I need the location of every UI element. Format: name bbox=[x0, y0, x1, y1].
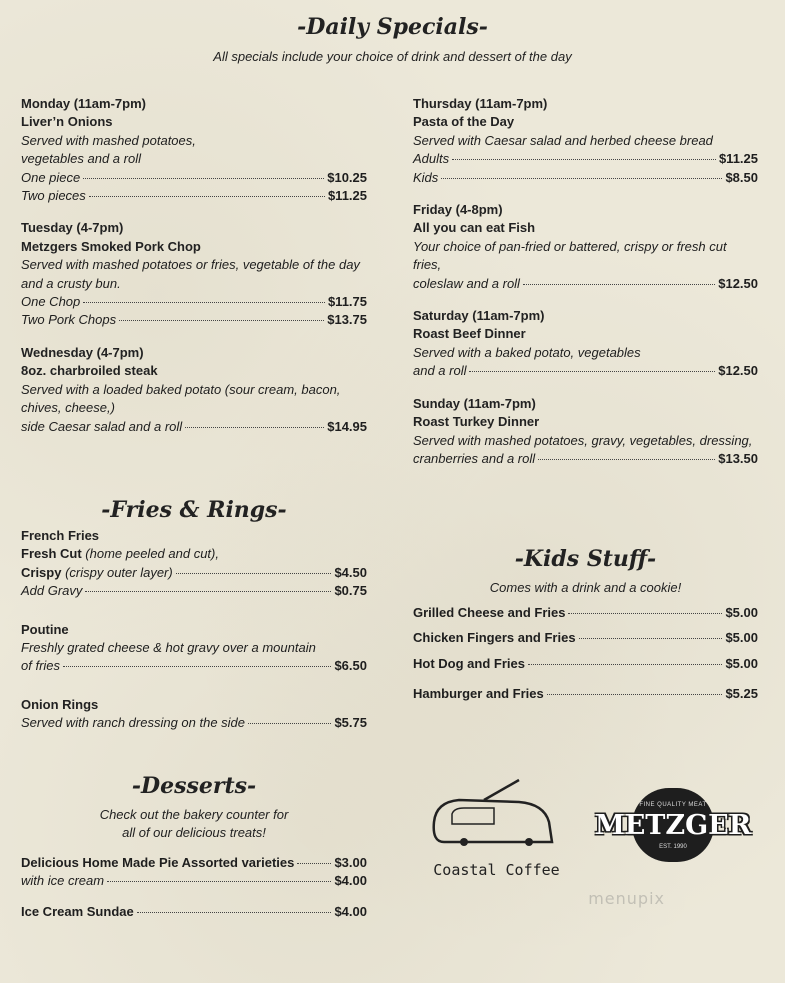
leader-dots bbox=[83, 178, 324, 179]
price-row bbox=[21, 418, 367, 436]
item-label bbox=[21, 564, 173, 582]
item-price: $11.25 bbox=[718, 151, 758, 167]
leader-dots bbox=[248, 723, 331, 724]
price-row bbox=[21, 714, 367, 732]
price-row bbox=[21, 169, 367, 187]
sunday-special bbox=[413, 395, 758, 469]
item-label: Ice Cream Sundae bbox=[21, 903, 134, 919]
coastal-coffee-text: Coastal Coffee bbox=[433, 861, 560, 879]
item-label: Chicken Fingers and Fries bbox=[413, 630, 576, 646]
leader-dots bbox=[528, 664, 723, 665]
saturday-day: Saturday (11am-7pm) bbox=[413, 308, 545, 324]
french-fries bbox=[21, 527, 367, 601]
coastal-coffee-logo bbox=[424, 772, 569, 877]
monday-day: Monday (11am-7pm) bbox=[21, 96, 146, 111]
kids-stuff-title: -Kids Stuff- bbox=[514, 546, 657, 572]
item-label: Hot Dog and Fries bbox=[413, 655, 525, 671]
price-row bbox=[413, 629, 758, 647]
leader-dots bbox=[185, 427, 324, 428]
leader-dots bbox=[469, 371, 715, 372]
item-label: with ice cream bbox=[21, 873, 105, 889]
item-price: $6.50 bbox=[334, 658, 367, 674]
fresh-cut-note: (home peeled and cut), bbox=[81, 546, 219, 562]
item-price: $11.25 bbox=[327, 188, 367, 204]
kids-stuff-subtitle: Comes with a drink and a cookie! bbox=[489, 580, 682, 595]
metzger-top-text: FINE QUALITY MEAT bbox=[639, 802, 707, 808]
item-label: One Chop bbox=[21, 294, 81, 310]
price-row bbox=[413, 150, 758, 168]
item-price: $11.75 bbox=[327, 294, 367, 310]
price-row bbox=[413, 604, 758, 622]
kids-column bbox=[413, 604, 758, 711]
sunday-desc: Served with mashed potatoes, gravy, vegetables, dressing, bbox=[413, 432, 753, 448]
item-price: $5.00 bbox=[725, 605, 758, 620]
metzger-est-text: EST. 1990 bbox=[659, 844, 687, 850]
item-label: and a roll bbox=[413, 363, 467, 379]
item-price: $13.50 bbox=[718, 450, 758, 466]
item-label: Adults bbox=[413, 151, 450, 167]
item-label: Two Pork Chops bbox=[21, 312, 117, 328]
item-label: Served with ranch dressing on the side bbox=[21, 715, 246, 731]
daily-specials-title: -Daily Specials- bbox=[297, 14, 488, 40]
item-price: $5.25 bbox=[725, 686, 758, 702]
item-label: Two pieces bbox=[21, 188, 86, 204]
leader-dots bbox=[297, 863, 331, 864]
sunday-name: Roast Turkey Dinner bbox=[413, 414, 540, 430]
fresh-cut-line bbox=[21, 545, 367, 563]
leader-dots bbox=[523, 284, 715, 285]
leader-dots bbox=[538, 459, 715, 460]
thursday-special bbox=[413, 95, 758, 187]
monday-desc: Served with mashed potatoes, bbox=[21, 132, 196, 148]
desserts-subtitle-1: Check out the bakery counter for bbox=[99, 807, 289, 822]
price-row bbox=[413, 655, 758, 673]
leader-dots bbox=[89, 196, 325, 197]
desserts-subtitle-2: all of our delicious treats! bbox=[122, 825, 266, 840]
sunday-day: Sunday (11am-7pm) bbox=[413, 395, 536, 411]
item-price: $4.00 bbox=[334, 903, 367, 919]
tuesday-day: Tuesday (4-7pm) bbox=[21, 220, 124, 236]
item-price: $4.00 bbox=[334, 873, 367, 889]
thursday-name: Pasta of the Day bbox=[413, 114, 515, 130]
item-price: $12.50 bbox=[718, 275, 758, 291]
leader-dots bbox=[176, 573, 332, 574]
leader-dots bbox=[568, 613, 722, 614]
item-price: $0.75 bbox=[334, 583, 367, 599]
item-price: $12.50 bbox=[718, 363, 758, 379]
item-price: $8.50 bbox=[725, 169, 758, 185]
friday-desc: Your choice of pan-fried or battered, crispy or fresh cut fries, bbox=[413, 238, 727, 273]
tuesday-special bbox=[21, 219, 367, 329]
item-label: Grilled Cheese and Fries bbox=[413, 605, 566, 620]
item-price: $3.00 bbox=[334, 855, 367, 870]
saturday-desc: Served with a baked potato, vegetables bbox=[413, 344, 641, 360]
wednesday-desc-2: chives, cheese,) bbox=[21, 400, 115, 416]
metzger-logo bbox=[594, 788, 752, 866]
item-label: of fries bbox=[21, 658, 61, 674]
leader-dots bbox=[119, 320, 324, 321]
item-label: Add Gravy bbox=[21, 583, 83, 599]
friday-day: Friday (4-8pm) bbox=[413, 202, 503, 218]
item-label: Hamburger and Fries bbox=[413, 686, 544, 702]
fresh-cut-label: Fresh Cut bbox=[21, 546, 82, 562]
friday-name: All you can eat Fish bbox=[413, 220, 536, 236]
price-row bbox=[21, 872, 367, 890]
price-row bbox=[21, 582, 367, 600]
leader-dots bbox=[441, 178, 722, 179]
leader-dots bbox=[547, 694, 723, 695]
item-price: $4.50 bbox=[334, 564, 367, 580]
item-label: cranberries and a roll bbox=[413, 450, 536, 466]
onion-rings-name: Onion Rings bbox=[21, 696, 99, 712]
price-row bbox=[21, 903, 367, 921]
onion-rings bbox=[21, 696, 367, 733]
daily-left-column bbox=[21, 95, 367, 450]
leader-dots bbox=[137, 912, 332, 913]
metzger-wordmark: METZGER bbox=[594, 810, 752, 841]
french-fries-name: French Fries bbox=[21, 528, 100, 543]
price-row bbox=[21, 311, 367, 329]
item-label: side Caesar salad and a roll bbox=[21, 418, 183, 434]
tuesday-desc: Served with mashed potatoes or fries, vegetable of the day bbox=[21, 257, 360, 273]
item-price: $10.25 bbox=[327, 169, 367, 185]
monday-special bbox=[21, 95, 367, 205]
tuesday-name: Metzgers Smoked Pork Chop bbox=[21, 238, 201, 254]
leader-dots bbox=[83, 302, 325, 303]
poutine-name: Poutine bbox=[21, 621, 69, 637]
leader-dots bbox=[107, 881, 331, 882]
price-row bbox=[21, 564, 367, 582]
fries-rings-title: -Fries & Rings- bbox=[101, 497, 287, 523]
item-label: coleslaw and a roll bbox=[413, 275, 520, 291]
price-row bbox=[21, 293, 367, 311]
thursday-desc: Served with Caesar salad and herbed cheese bread bbox=[413, 132, 713, 148]
desserts-title: -Desserts- bbox=[131, 773, 257, 799]
crispy-label: Crispy bbox=[21, 564, 62, 580]
wednesday-special bbox=[21, 344, 367, 436]
price-row bbox=[413, 169, 758, 187]
crispy-note: (crispy outer layer) bbox=[61, 564, 173, 580]
leader-dots bbox=[452, 159, 716, 160]
price-row bbox=[21, 657, 367, 675]
item-price: $5.00 bbox=[725, 655, 758, 671]
item-label: Kids bbox=[413, 169, 439, 185]
leader-dots bbox=[85, 591, 331, 592]
item-price: $5.00 bbox=[725, 630, 758, 646]
menupix-watermark: menupix bbox=[588, 889, 665, 908]
price-row bbox=[21, 187, 367, 205]
poutine bbox=[21, 621, 367, 676]
saturday-name: Roast Beef Dinner bbox=[413, 326, 526, 342]
item-label: Delicious Home Made Pie Assorted varieties bbox=[21, 855, 295, 870]
thursday-day: Thursday (11am-7pm) bbox=[413, 96, 548, 111]
coffee-truck-icon bbox=[424, 772, 569, 852]
item-price: $14.95 bbox=[327, 418, 367, 434]
wednesday-day: Wednesday (4-7pm) bbox=[21, 344, 144, 360]
leader-dots bbox=[63, 666, 331, 667]
daily-right-column bbox=[413, 95, 758, 482]
friday-special bbox=[413, 201, 758, 293]
wednesday-desc: Served with a loaded baked potato (sour cream, bacon, bbox=[21, 381, 341, 397]
item-price: $13.75 bbox=[327, 312, 367, 328]
fries-column bbox=[21, 527, 367, 747]
price-row bbox=[413, 362, 758, 380]
item-price: $5.75 bbox=[334, 715, 367, 731]
desserts-column bbox=[21, 854, 367, 921]
item-label: One piece bbox=[21, 169, 81, 185]
tuesday-desc-2: and a crusty bun. bbox=[21, 275, 121, 291]
monday-name: Liver’n Onions bbox=[21, 114, 113, 130]
wednesday-name: 8oz. charbroiled steak bbox=[21, 363, 158, 379]
leader-dots bbox=[579, 638, 723, 639]
price-row bbox=[21, 854, 367, 872]
daily-specials-subtitle: All specials include your choice of drink and dessert of the day bbox=[213, 49, 572, 64]
saturday-special bbox=[413, 307, 758, 381]
price-row bbox=[413, 685, 758, 703]
price-row bbox=[413, 450, 758, 468]
monday-desc-2: vegetables and a roll bbox=[21, 151, 141, 167]
poutine-desc: Freshly grated cheese & hot gravy over a mountain bbox=[21, 640, 316, 656]
price-row bbox=[413, 275, 758, 293]
